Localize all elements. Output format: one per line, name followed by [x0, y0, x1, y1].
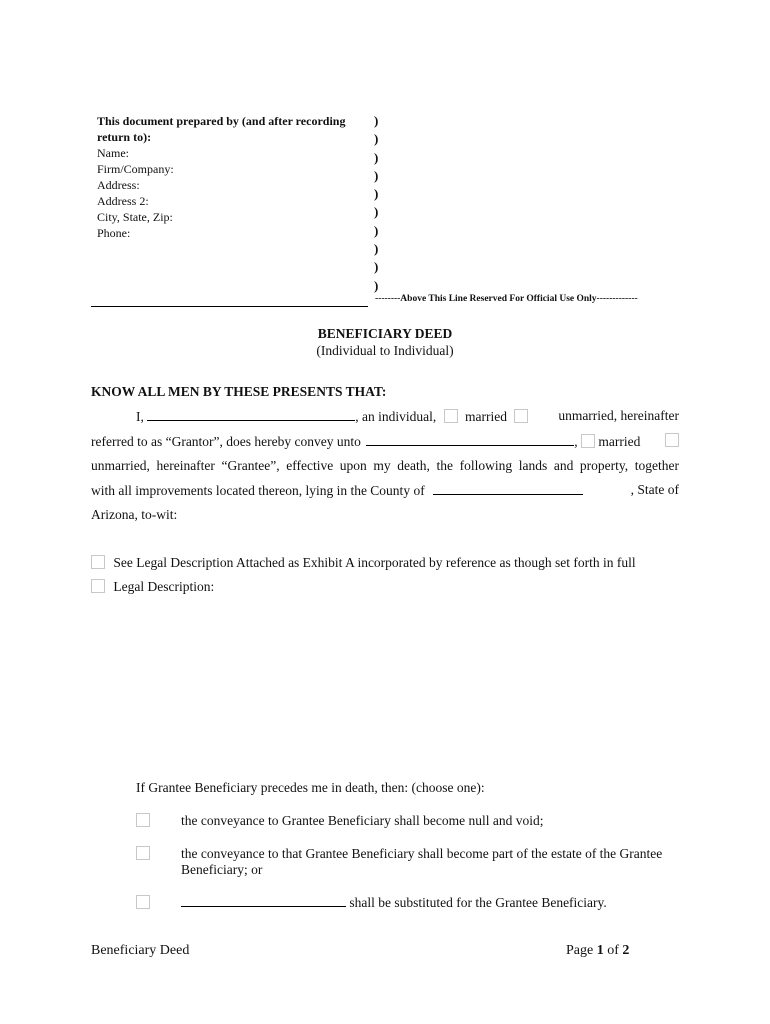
substitute-label: shall be substituted for the Grantee Beneficiary.: [349, 895, 607, 910]
paren: ): [374, 241, 379, 257]
paren: ): [374, 149, 379, 165]
recording-divider: [91, 306, 368, 307]
grant-line-5: Arizona, to-wit:: [91, 507, 178, 522]
individual-text: , an individual,: [355, 409, 437, 424]
exhibit-label: See Legal Description Attached as Exhibit A incorporated by reference as though set forth in full: [113, 555, 636, 570]
deed-title: BENEFICIARY DEED: [317, 326, 453, 341]
grant-line-2: [91, 433, 679, 450]
null-void-label: the conveyance to Grantee Beneficiary shall become null and void;: [181, 813, 544, 828]
substitute-option: [181, 894, 607, 911]
deed-subtitle: (Individual to Individual): [316, 343, 454, 358]
unmarried-label: unmarried, hereinafter: [558, 408, 679, 423]
paren: ): [374, 222, 379, 238]
estate-label-line1: the conveyance to that Grantee Beneficiary shall become part of the estate of the Grantee: [181, 846, 663, 861]
paren: ): [374, 204, 379, 220]
married-checkbox[interactable]: [444, 409, 458, 423]
grantor-ref-text: referred to as “Grantor”, does hereby convey unto: [91, 434, 361, 449]
page-word: Page: [566, 943, 594, 958]
address2-label: Address 2:: [97, 194, 149, 208]
grant-line-4: [91, 482, 679, 499]
null-void-checkbox[interactable]: [136, 813, 150, 827]
reserved-notice: --------Above This Line Reserved For Official Use Only-------------: [375, 294, 638, 304]
page-number: 1: [596, 943, 604, 958]
state-text: , State of: [630, 482, 679, 497]
estate-checkbox[interactable]: [136, 846, 150, 860]
grantor-name-field[interactable]: [147, 408, 355, 421]
legal-description-label: Legal Description:: [113, 579, 215, 594]
grant-line-1: [91, 408, 679, 425]
comma: ,: [574, 434, 578, 449]
grantee-married-checkbox[interactable]: [581, 434, 595, 448]
county-text: with all improvements located thereon, lying in the County of: [91, 483, 425, 498]
exhibit-option: [91, 555, 636, 571]
grantee-name-field[interactable]: [366, 433, 574, 446]
preparer-block: [97, 113, 367, 241]
footer-title: Beneficiary Deed: [91, 943, 190, 958]
unmarried-checkbox[interactable]: [514, 409, 528, 423]
grantee-unmarried-checkbox[interactable]: [665, 433, 679, 447]
estate-label-line2: Beneficiary; or: [181, 862, 263, 877]
exhibit-checkbox[interactable]: [91, 555, 105, 569]
name-label: Name:: [97, 146, 129, 160]
paren: ): [374, 186, 379, 202]
address-label: Address:: [97, 178, 140, 192]
of-word: of: [607, 943, 619, 958]
legal-description-checkbox[interactable]: [91, 579, 105, 593]
preparer-heading: This document prepared by (and after recording return to):: [97, 114, 346, 144]
grantee-married-label: married: [598, 434, 641, 449]
married-label: married: [465, 409, 507, 424]
paren: ): [374, 277, 379, 293]
grantor-i: I,: [136, 409, 144, 424]
county-field[interactable]: [433, 482, 583, 495]
page-total: 2: [622, 943, 630, 958]
know-all-heading: KNOW ALL MEN BY THESE PRESENTS THAT:: [91, 384, 387, 399]
paren: ): [374, 167, 379, 183]
firm-label: Firm/Company:: [97, 162, 174, 176]
paren-column: [374, 112, 378, 295]
paren: ): [374, 259, 379, 275]
grant-line-3: unmarried, hereinafter “Grantee”, effective upon my death, the following lands and property, together: [91, 458, 679, 473]
estate-label: [181, 846, 679, 878]
page-indicator: [566, 943, 629, 959]
paren: ): [374, 113, 379, 128]
legal-description-option: [91, 579, 214, 595]
substitute-checkbox[interactable]: [136, 895, 150, 909]
precede-intro: If Grantee Beneficiary precedes me in death, then: (choose one):: [136, 780, 485, 795]
substitute-name-field[interactable]: [181, 894, 346, 907]
phone-label: Phone:: [97, 226, 131, 240]
paren: ): [374, 131, 379, 147]
city-state-zip-label: City, State, Zip:: [97, 210, 173, 224]
